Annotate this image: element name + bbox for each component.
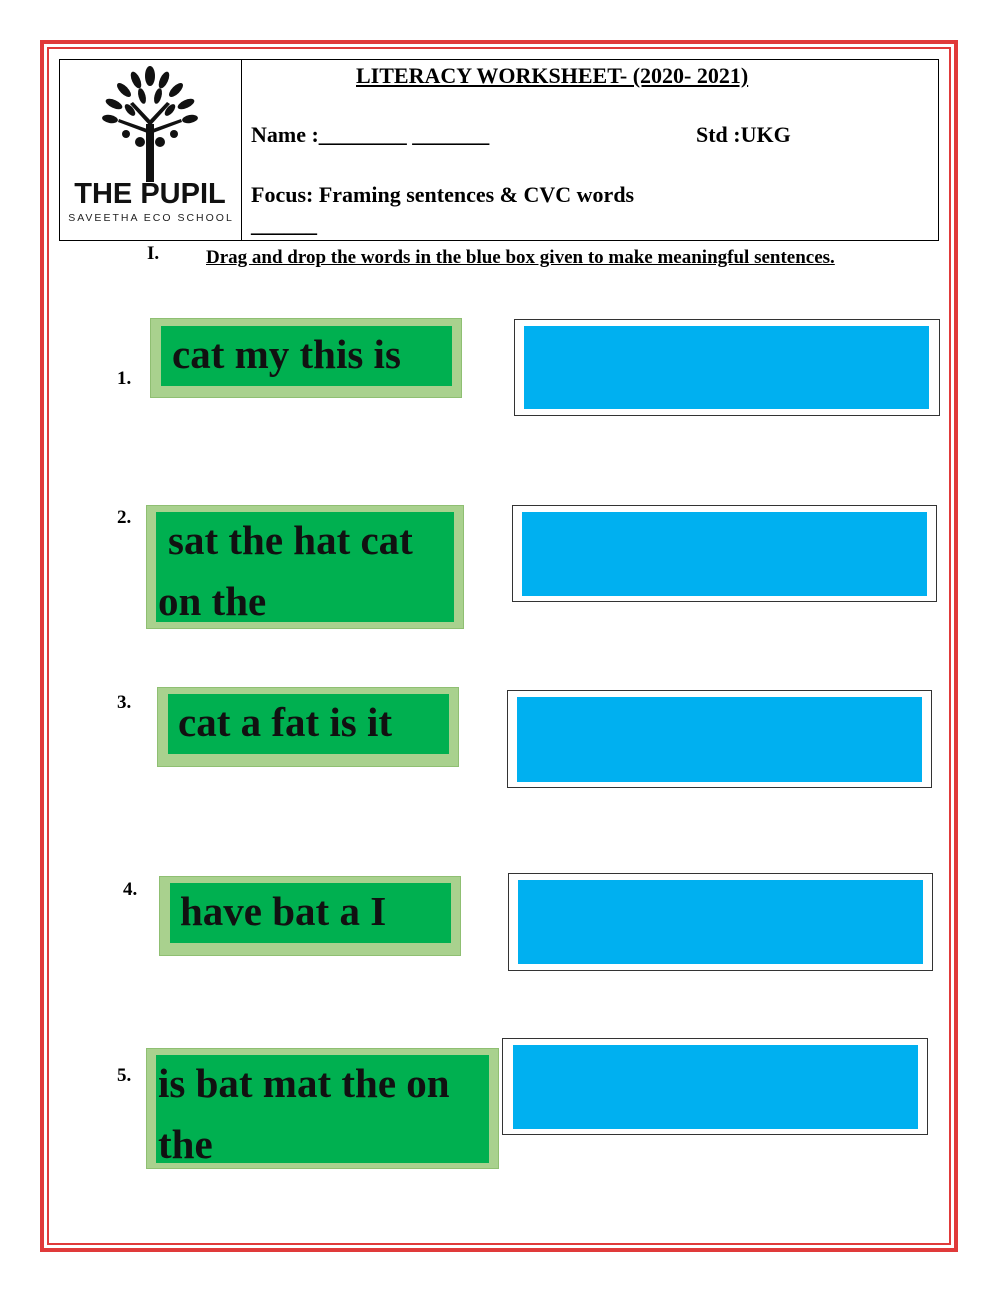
scrambled-words[interactable]: have bat a I — [180, 888, 387, 934]
question-number: 5. — [117, 1065, 132, 1086]
drop-zone[interactable] — [517, 697, 922, 782]
worksheet-header — [59, 59, 939, 241]
question-number: 3. — [117, 692, 132, 713]
instruction-number: I. — [147, 243, 160, 264]
school-logo — [60, 60, 242, 240]
drop-zone[interactable] — [524, 326, 929, 409]
scrambled-words[interactable]: sat the hat cat on the — [158, 517, 413, 624]
logo-school-name: THE PUPIL — [74, 178, 226, 210]
scrambled-words[interactable]: is bat mat the on the — [158, 1060, 450, 1167]
focus-label: Focus: Framing sentences & CVC words — [251, 182, 635, 207]
drop-zone[interactable] — [522, 512, 927, 596]
tree-logo-icon — [100, 64, 200, 182]
question-number: 1. — [117, 368, 132, 389]
focus-blank: ______ — [251, 212, 317, 237]
scrambled-words[interactable]: cat my this is — [172, 331, 401, 377]
worksheet-title: LITERACY WORKSHEET- (2020- 2021) — [356, 63, 749, 88]
standard-label: Std :UKG — [696, 122, 791, 147]
drop-zone[interactable] — [518, 880, 923, 964]
name-field-label: Name :________ _______ — [251, 122, 490, 147]
drop-zone[interactable] — [513, 1045, 918, 1129]
instruction-text: Drag and drop the words in the blue box given to make meaningful sentences. — [206, 247, 835, 268]
logo-school-subtitle: SAVEETHA ECO SCHOOL — [68, 212, 234, 224]
question-number: 2. — [117, 507, 132, 528]
question-number: 4. — [123, 879, 138, 900]
scrambled-words[interactable]: cat a fat is it — [178, 699, 393, 745]
